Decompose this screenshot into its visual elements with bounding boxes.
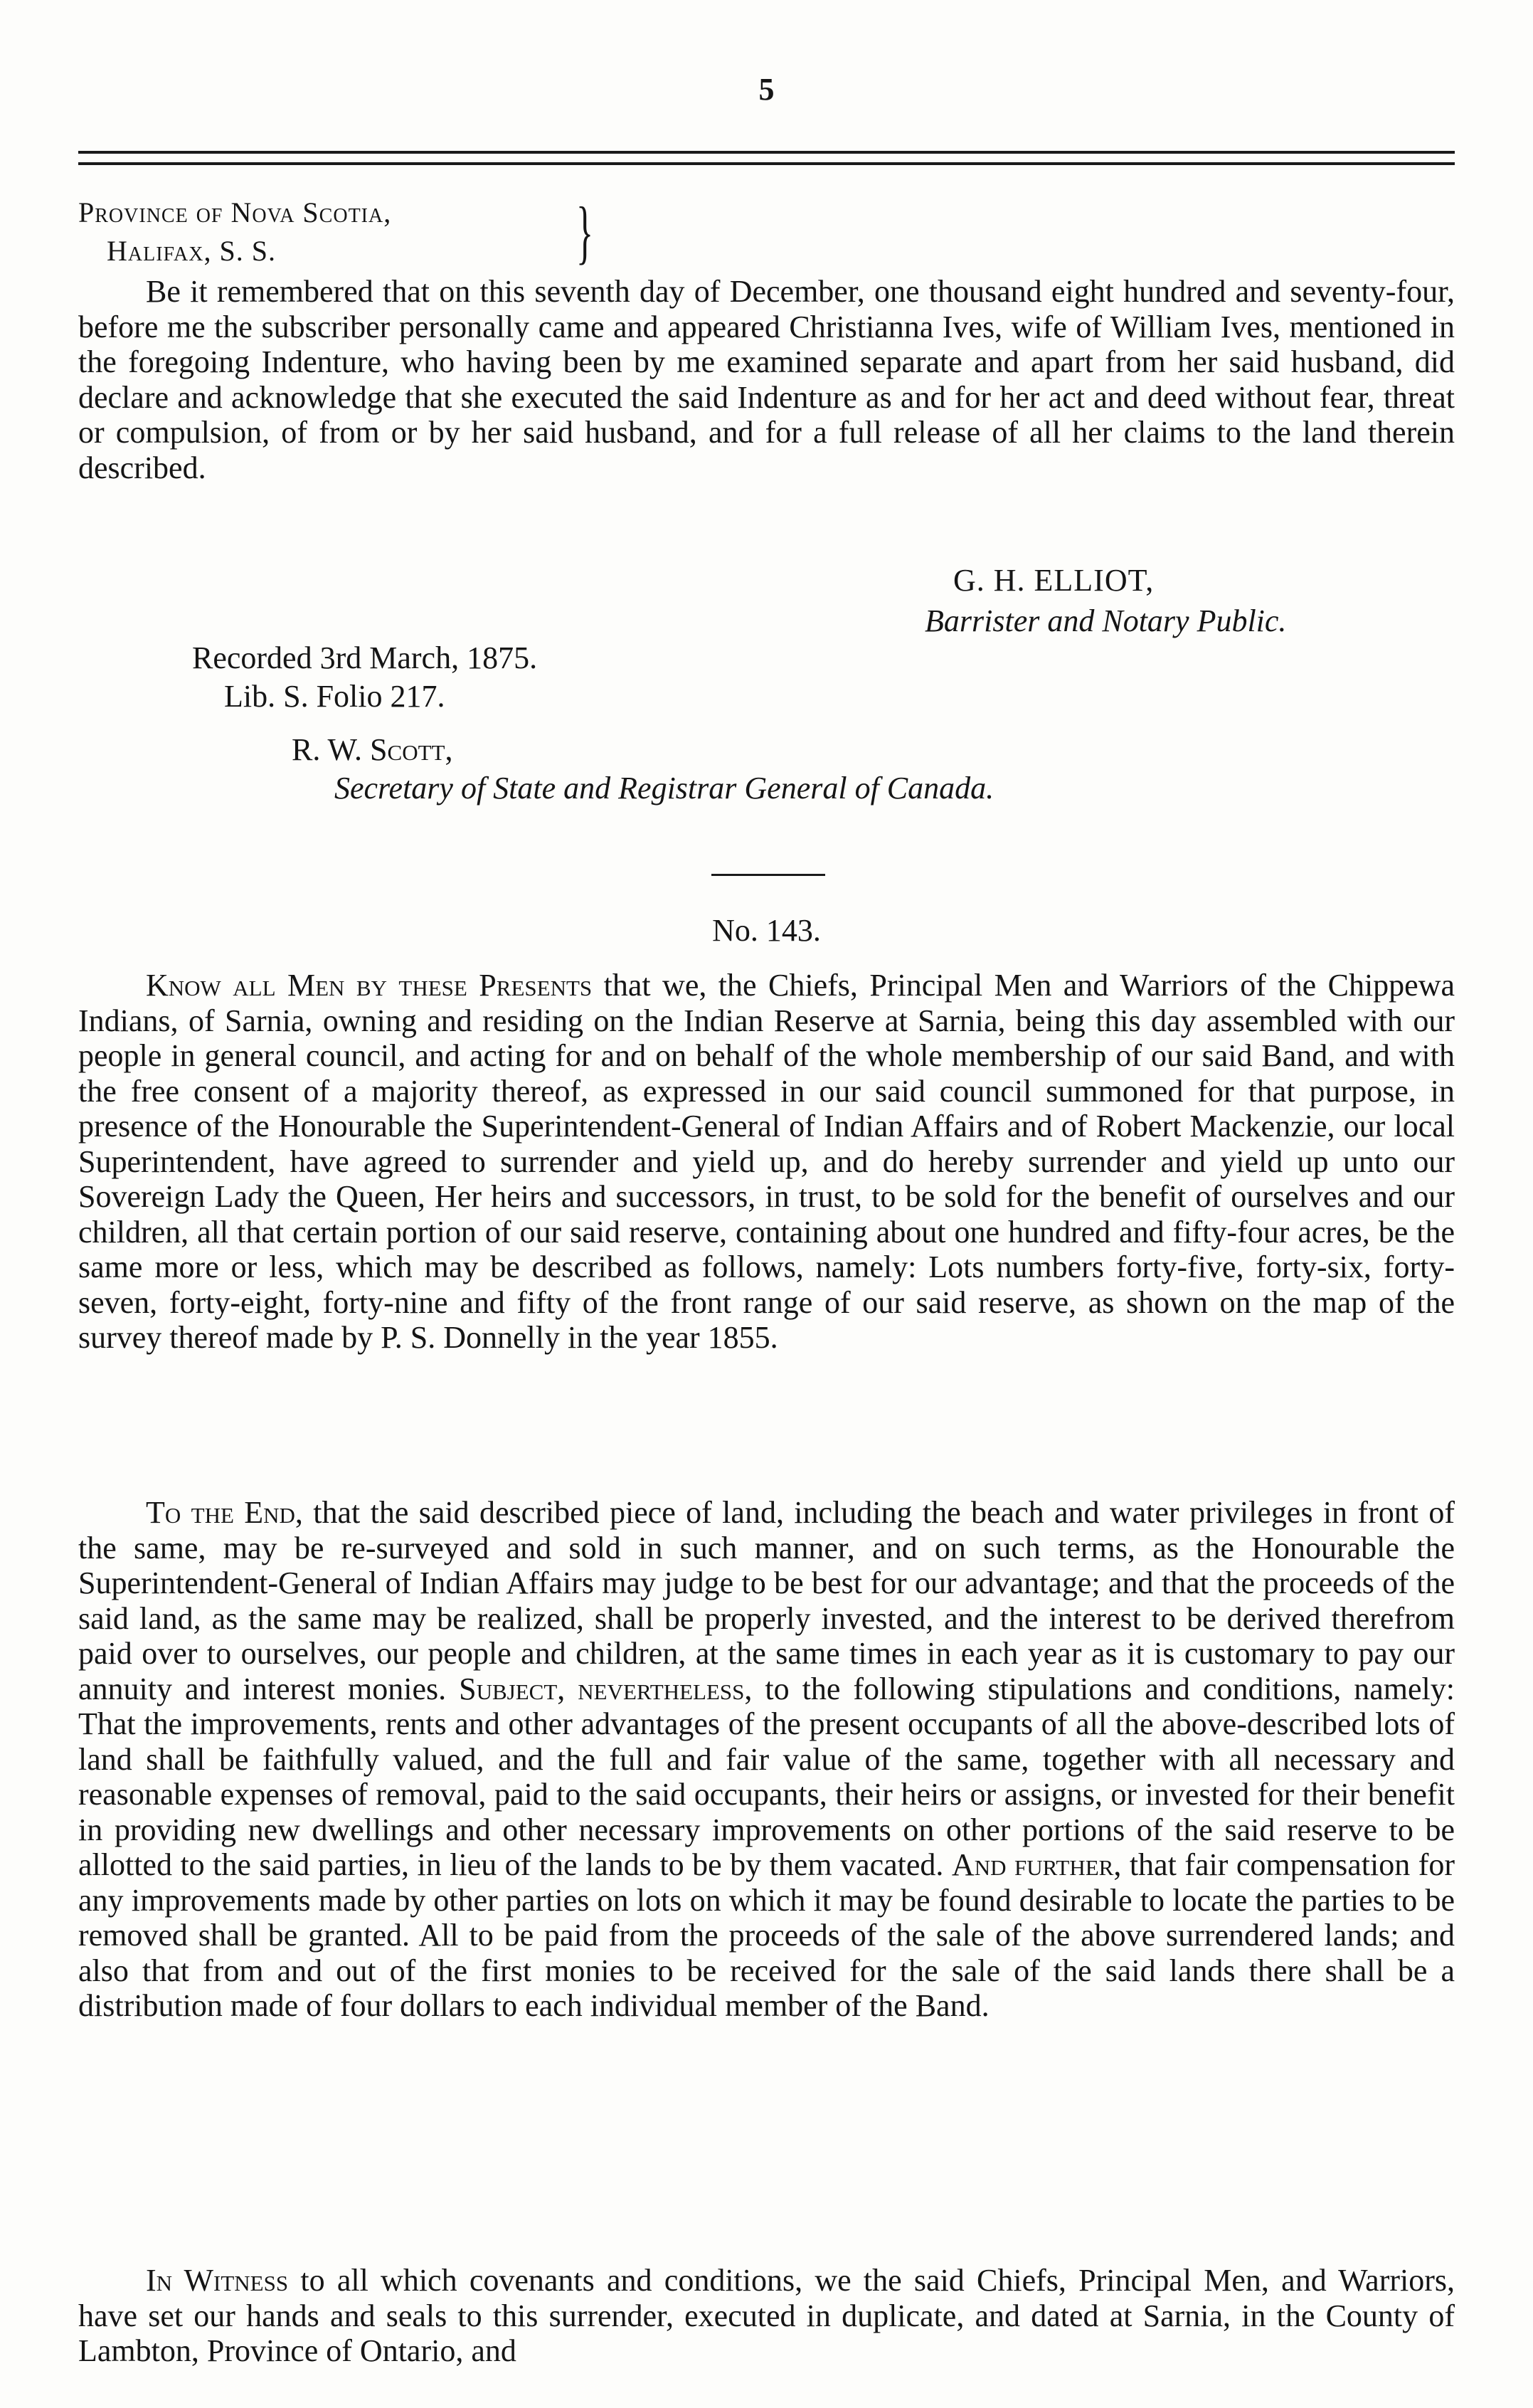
surrender-paragraph-2 [78,1495,1455,2024]
paragraph-lead: In Witness [146,2263,289,2298]
registrar-name: R. W. Scott, [292,732,453,767]
recorded-date: Recorded 3rd March, 1875. [192,640,538,675]
paragraph-text: to the following stipulations and conditions, namely: That the improvements, rents and other advantages of the present occupants of all the above-described lots of land shall be faithfully valued, and the full and fair value of the same, together with all necessary and reasonable expenses of removal, paid to the said occupants, their heirs or assigns, or invested for their benefit in providing new dwellings and other necessary improvements on other portions of the said reserve to be allotted to the said parties, in lieu of the lands to be by them vacated. [78,1671,1455,1882]
paragraph-lead: To the End, [146,1495,303,1530]
surrender-paragraph-3 [78,2263,1455,2369]
notary-title: Barrister and Notary Public. [925,603,1287,638]
paragraph-lead: Know all Men by these Presents [146,968,593,1003]
registrar-title: Secretary of State and Registrar General of Canada. [334,771,994,806]
page-number: 5 [758,72,775,107]
notary-name: G. H. ELLIOT, [953,563,1155,598]
paragraph-text: that we, the Chiefs, Principal Men and Warriors of the Chippewa Indians, of Sarnia, owning and residing on the Indian Reserve at Sarnia, being this day assembled with our people in general council, and acting for and on behalf of the whole membership of our said Band, and with the free consent of a majority thereof, as expressed in our said council summoned for that purpose, in presence of the Honourable the Superintendent-General of Indian Affairs and of Robert Mackenzie, our local Superintendent, have agreed to surrender and yield up, and do hereby surrender and yield up unto our Sovereign Lady the Queen, Her heirs and successors, in trust, to be sold for the benefit of ourselves and our children, all that certain portion of our said reserve, containing about one hundred and fifty-four acres, be the same more or less, which may be described as follows, namely: Lots numbers forty-five, forty-six, forty-seven, forty-eight, forty-nine and fifty of the front range of our said reserve, as shown on the map of the survey thereof made by P. S. Donnelly in the year 1855. [78,968,1455,1355]
paragraph-text: that fair compensation for any improvements made by other parties on lots on which it may be found desirable to locate the parties to be removed shall be granted. All to be paid from the proceeds of the sale of the above surrendered lands; and also that from and out of the first monies to be received for the sale of the said lands there shall be a distribution made of four dollars to each individual member of the Band. [78,1847,1455,2023]
recorded-folio: Lib. S. Folio 217. [224,679,445,714]
province-line: Province of Nova Scotia, [78,196,392,228]
surrender-paragraph-1 [78,968,1455,1356]
surrender-number: No. 143. [712,913,821,948]
paragraph-text: that the said described piece of land, including the beach and water privileges in front of the same, may be re-surveyed and sold in such manner, and on such terms, as the Honourable the Superintendent-General of Indian Affairs may judge to be best for our advantage; and that the proceeds of the said land, as the same may be realized, shall be properly invested, and the interest to be derived therefrom paid over to ourselves, our people and children, at the same times in each year as it is customary to pay our annuity and interest monies. [78,1495,1455,1706]
jurisdiction-heading [78,192,594,271]
heading-brace: } [576,192,594,271]
paragraph-text: to all which covenants and conditions, we the said Chiefs, Principal Men, and Warriors, have set our hands and seals to this surrender, executed in duplicate, and dated at Sarnia, in the County of Lambton, Province of Ontario, and [78,2263,1455,2368]
county-line: Halifax, S. S. [107,235,276,267]
subject-lead: Subject, nevertheless, [459,1671,753,1706]
further-lead: And further, [951,1847,1122,1882]
recording-note [192,639,537,716]
header-double-rule [78,151,1455,165]
section-divider [711,874,825,876]
certificate-body: Be it remembered that on this seventh day of December, one thousand eight hundred and seventy-four, before me the subscriber personally came and appeared Christianna Ives, wife of William Ives, mentioned in the foregoing Indenture, who having been by me examined separate and apart from her said husband, did declare and acknowledge that she executed the said Indenture as and for her act and deed without fear, threat or compulsion, of from or by her said husband, and for a full release of all her claims to the land therein described. [78,274,1455,485]
